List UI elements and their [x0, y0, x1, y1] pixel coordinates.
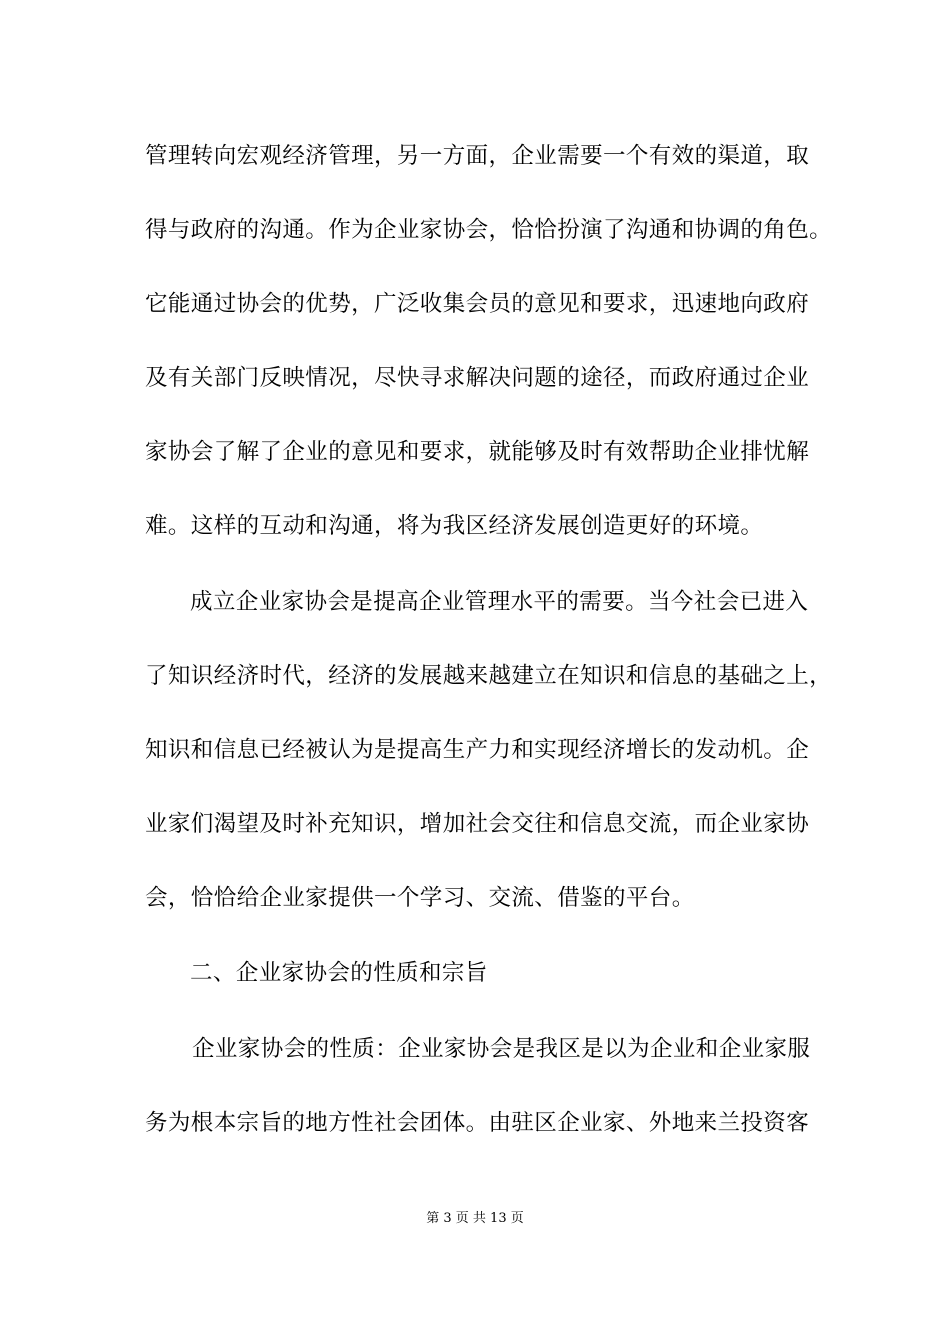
paragraph-line: 家协会了解了企业的意见和要求，就能够及时有效帮助企业排忧解 — [145, 439, 810, 465]
page-number: 第 3 页 共 13 页 — [426, 1211, 524, 1226]
paragraph-line: 得与政府的沟通。作为企业家协会，恰恰扮演了沟通和协调的角色。 — [145, 217, 833, 243]
paragraph-line: 知识和信息已经被认为是提高生产力和实现经济增长的发动机。企 — [145, 737, 810, 763]
paragraph-line: 会，恰恰给企业家提供一个学习、交流、借鉴的平台。 — [145, 885, 695, 911]
paragraph-line: 业家们渴望及时补充知识，增加社会交往和信息交流，而企业家协 — [145, 811, 810, 837]
section-heading: 二、企业家协会的性质和宗旨 — [190, 960, 488, 986]
paragraph-line: 管理转向宏观经济管理，另一方面，企业需要一个有效的渠道，取 — [145, 143, 810, 169]
paragraph-line: 务为根本宗旨的地方性社会团体。由驻区企业家、外地来兰投资客 — [145, 1110, 810, 1136]
paragraph-line: 成立企业家协会是提高企业管理水平的需要。当今社会已进入 — [190, 589, 809, 615]
paragraph-line: 及有关部门反映情况，尽快寻求解决问题的途径，而政府通过企业 — [145, 365, 810, 391]
paragraph-line: 难。这样的互动和沟通，将为我区经济发展创造更好的环境。 — [145, 513, 764, 539]
paragraph-line: 它能通过协会的优势，广泛收集会员的意见和要求，迅速地向政府 — [145, 291, 810, 317]
paragraph-line: 企业家协会的性质：企业家协会是我区是以为企业和企业家服 — [192, 1036, 811, 1062]
paragraph-line: 了知识经济时代，经济的发展越来越建立在知识和信息的基础之上， — [145, 663, 833, 689]
